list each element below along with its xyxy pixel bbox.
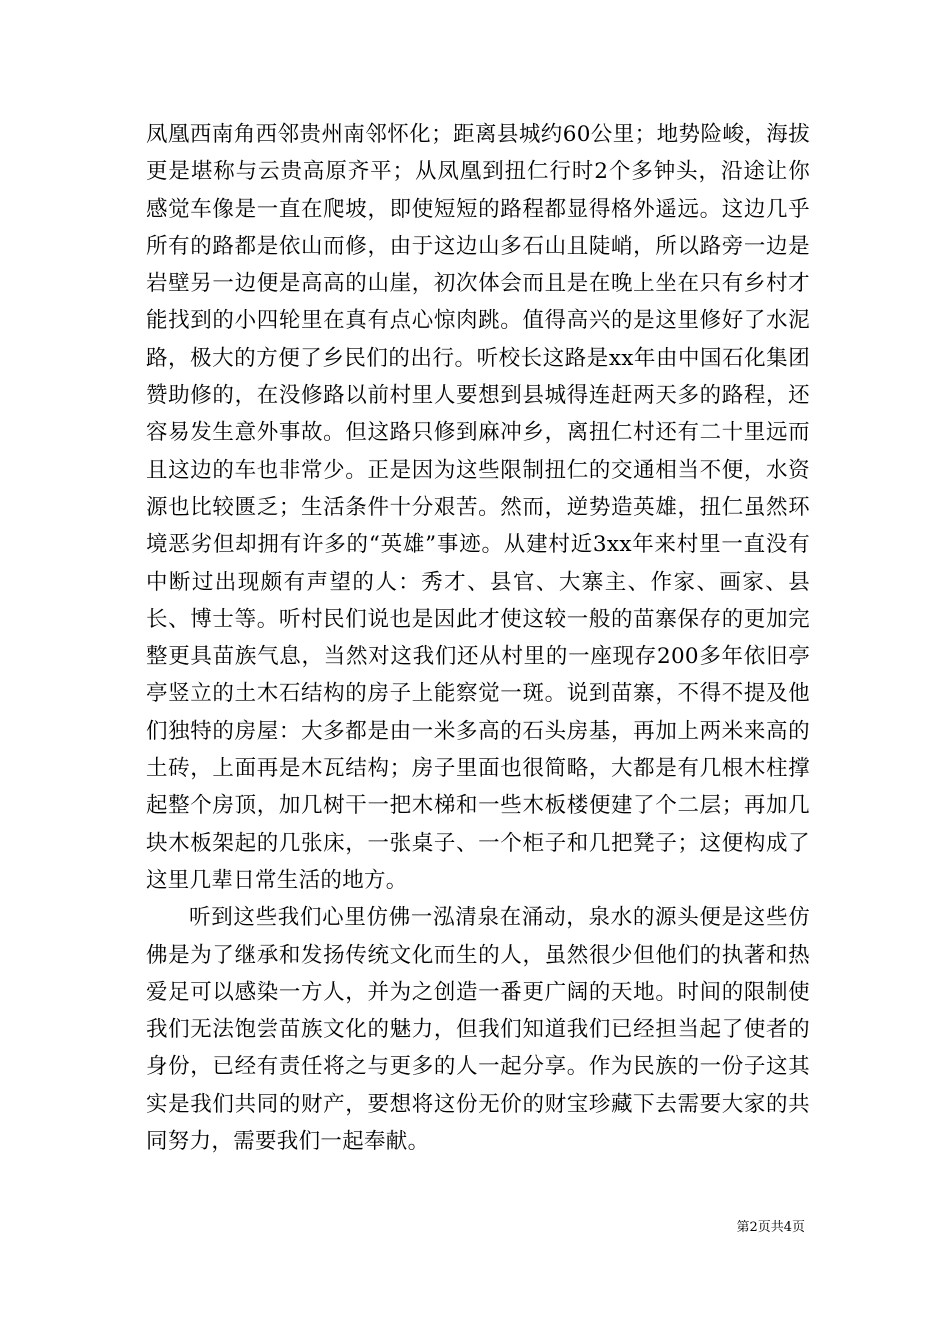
document-body bbox=[146, 116, 810, 1160]
paragraph-reflection: 听到这些我们心里仿佛一泓清泉在涌动，泉水的源头便是这些仿佛是为了继承和发扬传统文化而生的人，虽然很少但他们的执著和热爱足可以感染一方人，并为之创造一番更广阔的天地。时间的限制使我们无法饱尝苗族文化的魅力，但我们知道我们已经担当起了使者的身份，已经有责任将之与更多的人一起分享。作为民族的一份子这其实是我们共同的财产，要想将这份无价的财宝珍藏下去需要大家的共同努力，需要我们一起奉献。 bbox=[146, 905, 810, 1155]
page-number-footer: 第2页共4页 bbox=[736, 1220, 805, 1235]
paragraph-houses-and-roads: 凤凰西南角西邻贵州南邻怀化；距离县城约60公里；地势险峻，海拔更是堪称与云贵高原齐平；从凤凰到扭仁行时2个多钟头，沿途让你感觉车像是一直在爬坡，即使短短的路程都显得格外遥远。这边几乎所有的路都是依山而修，由于这边山多石山且陡峭，所以路旁一边是岩壁另一边便是高高的山崖，初次体会而且是在晚上坐在只有乡村才能找到的小四轮里在真有点心惊肉跳。值得高兴的是这里修好了水泥路，极大的方便了乡民们的出行。听校长这路是xx年由中国石化集团赞助修的，在没修路以前村里人要想到县城得连赶两天多的路程，还容易发生意外事故。但这路只修到麻冲乡，离扭仁村还有二十里远而且这边的车也非常少。正是因为这些限制扭仁的交通相当不便，水资源也比较匮乏；生活条件十分艰苦。然而，逆势造英雄，扭仁虽然环境恶劣但却拥有许多的“英雄”事迹。从建村近3xx年来村里一直没有中断过出现颇有声望的人：秀才、县官、大寨主、作家、画家、县长、博士等。听村民们说也是因此才使这较一般的苗寨保存的更加完整更具苗族气息，当然对这我们还从村里的一座现存200多年依旧亭亭竖立的土木石结构的房子上能察觉一斑。说到苗寨，不得不提及他们独特的房屋：大多都是由一米多高的石头房基，再加上两米来高的土砖，上面再是木瓦结构；房子里面也很简略，大都是有几根木柱撑起整个房顶，加几树干一把木梯和一些木板楼便建了个二层；再加几块木板架起的几张床，一张桌子、一个柜子和几把凳子；这便构成了这里几辈日常生活的地方。 bbox=[146, 122, 810, 893]
